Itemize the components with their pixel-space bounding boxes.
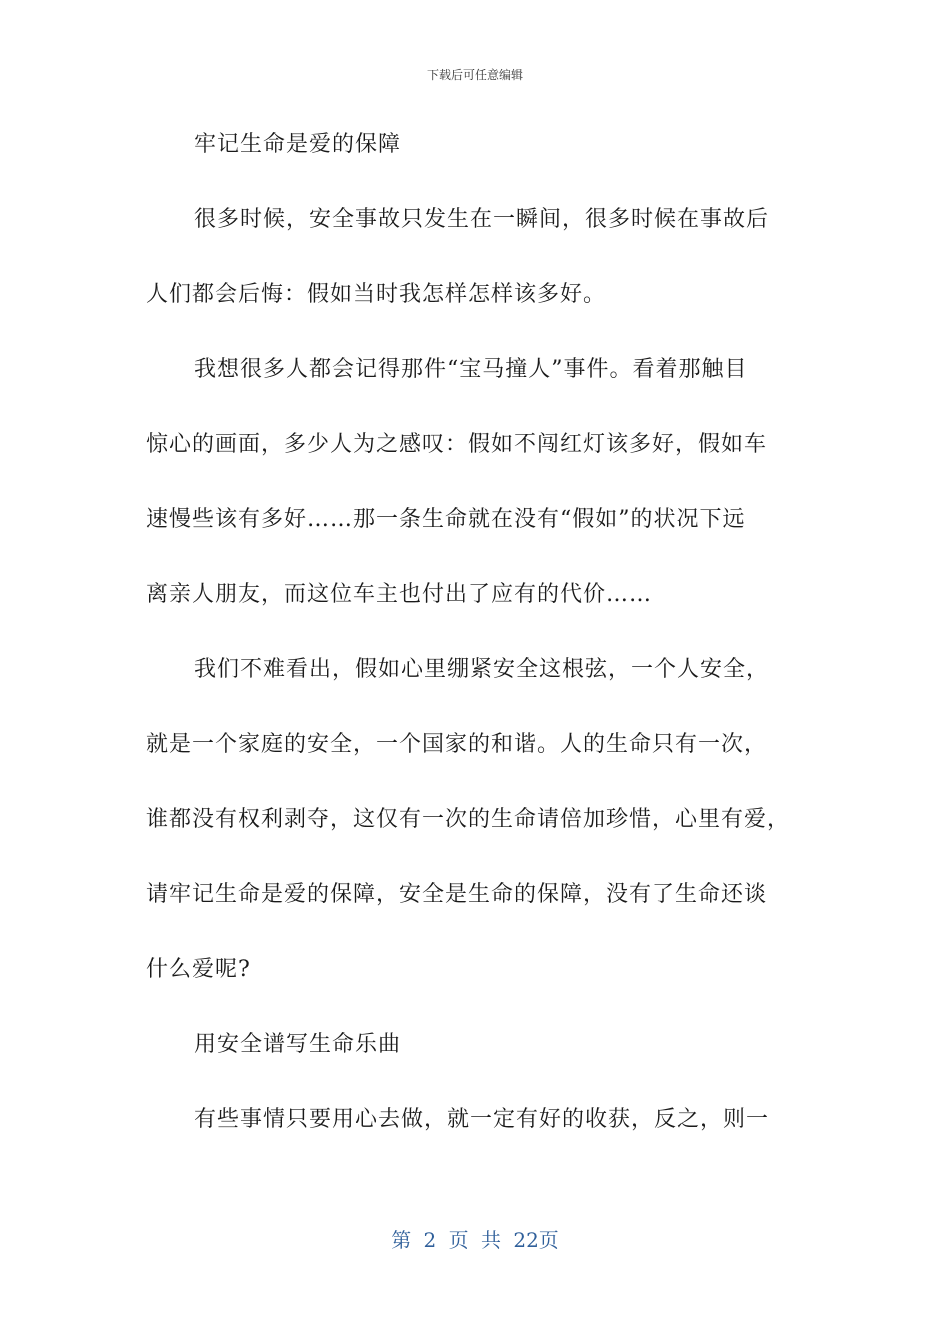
paragraph-line: 速慢些该有多好……那一条生命就在没有“假如”的状况下远 (146, 507, 746, 532)
section-title: 用安全谱写生命乐曲 (194, 1032, 402, 1057)
paragraph-line: 有些事情只要用心去做，就一定有好的收获，反之，则一 (194, 1107, 770, 1132)
paragraph-line: 我想很多人都会记得那件“宝马撞人”事件。看着那触目 (194, 357, 748, 382)
paragraph-line: 我们不难看出，假如心里绷紧安全这根弦，一个人安全， (194, 657, 770, 682)
section-title: 牢记生命是爱的保障 (194, 132, 402, 157)
page-footer: 第 2 页 共 22页 (391, 1228, 559, 1252)
paragraph-line: 惊心的画面，多少人为之感叹：假如不闯红灯该多好，假如车 (146, 432, 768, 457)
page-header: 下载后可任意编辑 (426, 68, 523, 82)
paragraph-line: 请牢记生命是爱的保障，安全是生命的保障，没有了生命还谈 (146, 882, 768, 907)
paragraph-line: 谁都没有权利剥夺，这仅有一次的生命请倍加珍惜，心里有爱， (146, 807, 791, 832)
paragraph-line: 就是一个家庭的安全，一个国家的和谐。人的生命只有一次， (146, 732, 768, 757)
paragraph-line: 什么爱呢? (146, 957, 251, 982)
paragraph-line: 离亲人朋友，而这位车主也付出了应有的代价…… (146, 582, 653, 607)
paragraph-line: 很多时候，安全事故只发生在一瞬间，很多时候在事故后 (194, 207, 770, 232)
paragraph-line: 人们都会后悔：假如当时我怎样怎样该多好。 (146, 282, 607, 307)
